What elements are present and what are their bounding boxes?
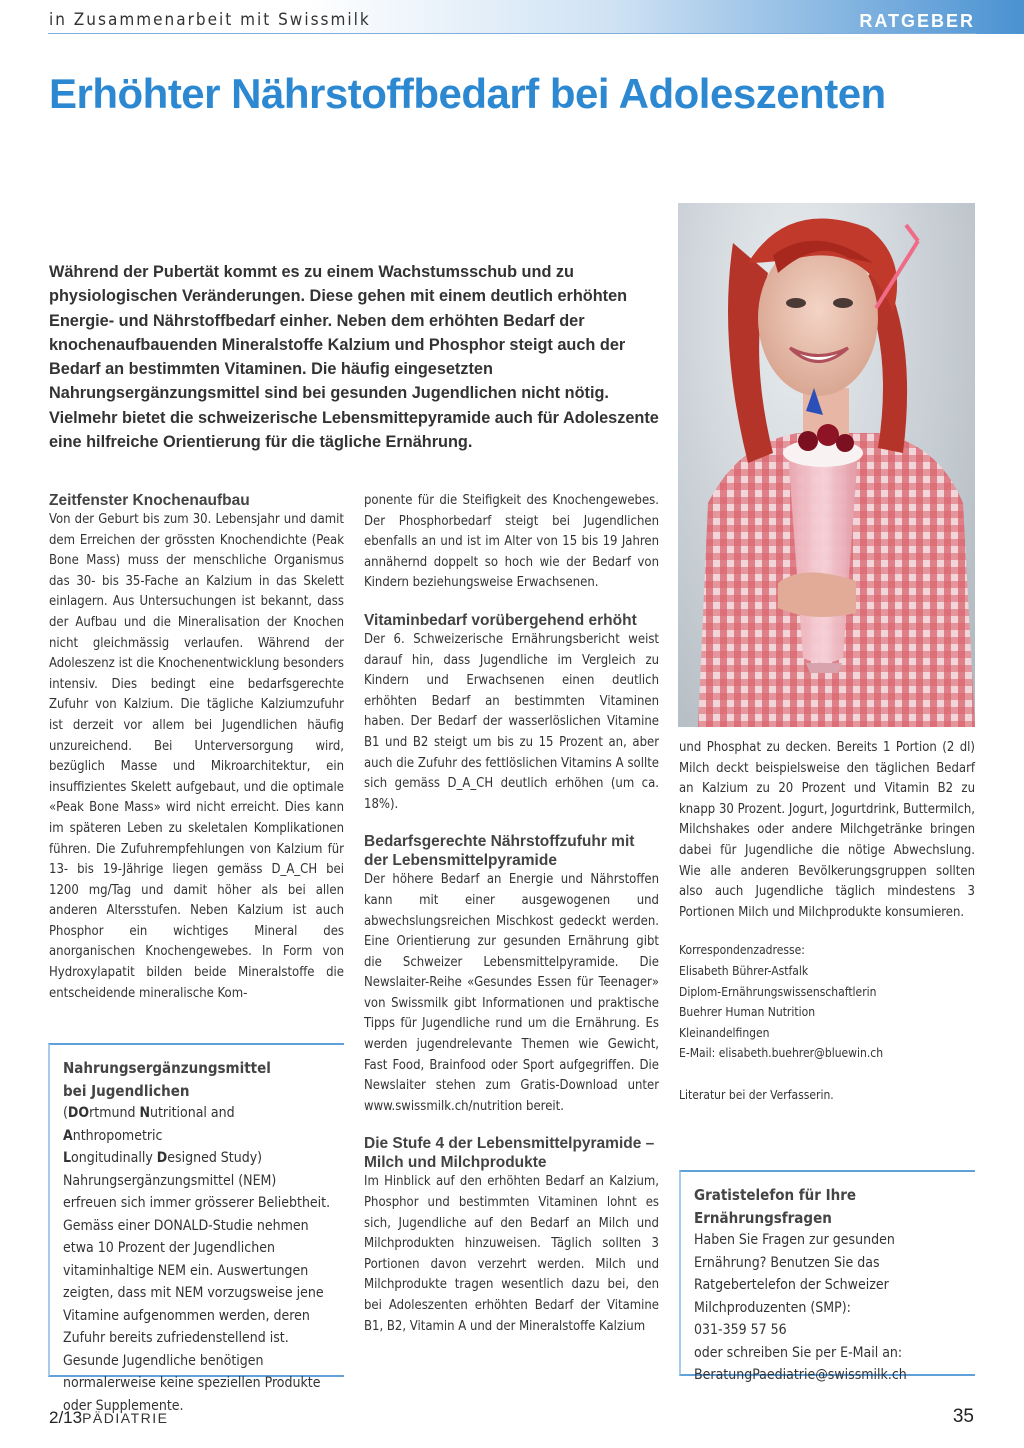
phone-email[interactable]: BeratungPaediatrie@swissmilk.ch (694, 1367, 907, 1383)
section-heading-vitamins: Vitaminbedarf vorübergehend erhöht (364, 611, 637, 629)
study-word-3: nthropometric (72, 1127, 163, 1144)
column-3 (679, 738, 975, 1105)
study-word-1: rtmund (89, 1105, 140, 1121)
section-heading-pyramid: Bedarfsgerechte Nährstoffzufuhr mit der Lebensmittelpyramide (364, 833, 635, 870)
study-word-2: utritional and (150, 1105, 235, 1121)
lead-paragraph: Während der Pubertät kommt es zu einem Wachstumsschub und zu physiologischen Veränderungen. Diese gehen mit einem deutlich erhöhten Energie- und Nährstoffbedarf einher. Neben dem erhöhten Bedarf der knochenaufbauenden Mineralstoffe Kalzium und Phosphor steigt auch der Bedarf an bestimmten Vitaminen. Die häufig eingesetzten Nahrungsergänzungsmittel sind bei gesunden Jugendlichen nicht nötig. Vielmehr bietet die schweizerische Lebensmittepyramide auch für Adoleszente eine hilfreiche Orientierung für die tägliche Ernährung. (49, 263, 659, 452)
section-heading-bone: Zeitfenster Knochenaufbau (49, 492, 250, 509)
supplements-heading-2: bei Jugendlichen (63, 1081, 190, 1100)
column-1 (49, 491, 344, 1004)
contact-label: Korrespondenzadresse: (679, 943, 805, 958)
section-text-pyramid: Der höhere Bedarf an Energie und Nährstoffen kann mit einer ausgewogenen und abwechslungsreichen Mischkost gedeckt werden. Eine Orientierung zur gesunden Ernährung gibt die Schweizer Lebensmittelpyramide. Die Newslaiter-Reihe «Gesundes Essen für Teenager» von Swissmilk gibt Informationen und praktische Tipps für Jugendliche rund um die Ernährung. Es werden jugendrelevante Themen wie Gewicht, Fast Food, Brainfood oder Sport aufgegriffen. Die Newslaiter stehen zum Gratis-Download unter www.swissmilk.ch/nutrition bereit. (364, 872, 659, 1114)
literature-note: Literatur bei der Verfasserin. (679, 1087, 834, 1102)
section-heading-milk: Die Stufe 4 der Lebensmittelpyramide – Milch und Milchprodukte (364, 1135, 655, 1172)
page-number: 35 (952, 1406, 974, 1427)
page-title: Erhöhter Nährstoffbedarf bei Adoleszenten (49, 70, 886, 117)
phone-infobox (679, 1170, 975, 1383)
supplements-text: Nahrungsergänzungsmittel (NEM) erfreuen sich immer grösserer Beliebtheit. Gemäss einer DONALD-Studie nehmen etwa 10 Prozent der Jugendlichen vitaminhaltige NEM ein. Auswertungen zeigten, dass mit NEM vorzugsweise jene Vitamine aufgenommen werden, deren Zufuhr bereits zufriedenstellend ist. Gesunde Jugendliche benötigen normalerweise keine speziellen Produkte oder Supplemente. (63, 1172, 331, 1414)
supplements-infobox (48, 1043, 344, 1414)
study-acronym-do: DO (67, 1105, 90, 1121)
header-rule (48, 33, 976, 34)
study-acronym-n: N (139, 1105, 150, 1121)
study-name: (DOrtmund Nutritional and Anthropometric Longitudinally Designed Study) (63, 1105, 263, 1166)
header-kicker: in Zusammenarbeit mit Swissmilk (49, 10, 371, 30)
study-acronym-l: L (63, 1150, 72, 1166)
contact-org: Buehrer Human Nutrition (679, 1005, 816, 1020)
study-acronym-a: A (63, 1127, 73, 1144)
contact-town: Kleinandelfingen (679, 1025, 770, 1040)
section-text-bone-a: Von der Geburt bis zum 30. Lebensjahr und damit dem Erreichen der grössten Knochendichte (Peak Bone Mass) muss der menschliche Organismus das 30- bis 35-Fache an Kalzium in das Skelett einlagern. Aus Untersuchungen ist bekannt, dass der Aufbau und die Mineralisation der Knochen nicht gleichmässig verlaufen. Während der Adoleszenz ist die Knochenentwicklung besonders intensiv. Dies bedingt eine bedarfsgerechte Zufuhr von Kalzium. Die tägliche Kalziumzufuhr ist derzeit vor allem bei Jugendlichen häufig unzureichend. Bei Unterversorgung wird, bezüglich Masse und Mikroarchitektur, ein insuffizientes Skelett aufgebaut, und die optimale «Peak Bone Mass» wird nicht erreicht. Dies kann im späteren Leben zu skeletalen Komplikationen führen. Die Zufuhrempfehlungen von Kalzium für 13- bis 19-Jährige liegen gemäss D_A_CH bei 1200 mg/Tag und damit höher als bei allen anderen Altersstufen. Neben Kalzium ist auch Phosphor ein wichtiges Mineral des anorganischen Knochengewebes. In Form von Hydroxylapatit bilden beide Mineralstoffe die entscheidende mineralische Kom- (49, 512, 344, 1001)
section-text-milk-b: und Phosphat zu decken. Bereits 1 Portion (2 dl) Milch deckt beispielsweise den täglichen Bedarf an Kalzium zu 20 Prozent und Vitamin B2 zu knapp 30 Prozent. Jogurt, Jogurtdrink, Buttermilch, Milchshakes oder andere Milchgetränke bringen dabei für Jugendliche die nötige Abwechslung. Wie alle anderen Bevölkerungsgruppen sollten also auch Jugendliche täglich mindestens 3 Portionen Milch und Milchprodukte konsumieren. (679, 740, 975, 920)
contact-name: Elisabeth Bührer-Astfalk (679, 963, 809, 978)
column-2 (364, 491, 659, 1337)
phone-number[interactable]: 031-359 57 56 (694, 1322, 787, 1338)
section-text-vitamins: Der 6. Schweizerische Ernährungsbericht weist darauf hin, dass Jugendliche im Vergleich zu Kindern und Erwachsenen einen deutlich erhöhten Bedarf an bestimmten Vitaminen haben. Der Bedarf der wasserlöslichen Vitamine B1 und B2 steigt um bis zu 15 Prozent an, aber auch die Zufuhr des fettlöslichen Vitamins A sollte sich gemäss D_A_CH deutlich erhöhen (um ca. 18%). (364, 631, 659, 812)
phone-email-intro: oder schreiben Sie per E-Mail an: (694, 1344, 903, 1361)
footer-issue-number: 2/13 (49, 1408, 83, 1427)
study-word-4: ongitudinally (71, 1150, 157, 1166)
phone-heading-1: Gratistelefon für Ihre (694, 1186, 857, 1204)
teen-milkshake-photo (678, 203, 975, 727)
contact-email[interactable]: E-Mail: elisabeth.buehrer@bluewin.ch (679, 1046, 884, 1061)
supplements-heading-1: Nahrungsergänzungsmittel (63, 1059, 271, 1077)
contact-block (679, 940, 975, 1105)
phone-text: Haben Sie Fragen zur gesunden Ernährung? Benutzen Sie das Ratgebertelefon der Schweizer Milchproduzenten (SMP): (694, 1232, 895, 1316)
footer-magazine: PÄDIATRIE (82, 1410, 169, 1426)
header-rubric: RATGEBER (859, 11, 975, 31)
section-text-milk-a: Im Hinblick auf den erhöhten Bedarf an Kalzium, Phosphor und bestimmten Vitaminen lohnt es sich, Jugendliche auf den Bedarf an Milch und Milchprodukten hinzuweisen. Täglich sollten 3 Portionen davon verzehrt werden. Milch und Milchprodukte tragen wesentlich dazu bei, den bei Adoleszenten erhöhten Bedarf der Vitamine B1, B2, Vitamin A und der Mineralstoffe Kalzium (364, 1174, 659, 1334)
section-text-bone-b: ponente für die Steifigkeit des Knochengewebes. Der Phosphorbedarf steigt bei Jugendlichen ebenfalls an und ist im Alter von 15 bis 19 Jahren annähernd doppelt so hoch wie der Bedarf von Kindern beziehungsweise Erwachsenen. (364, 493, 659, 591)
phone-heading-2: Ernährungsfragen (694, 1208, 832, 1227)
footer-issue (49, 1408, 168, 1428)
study-word-5: esigned Study) (167, 1150, 263, 1166)
study-acronym-d: D (156, 1150, 168, 1166)
contact-role: Diplom-Ernährungswissenschaftlerin (679, 984, 877, 999)
